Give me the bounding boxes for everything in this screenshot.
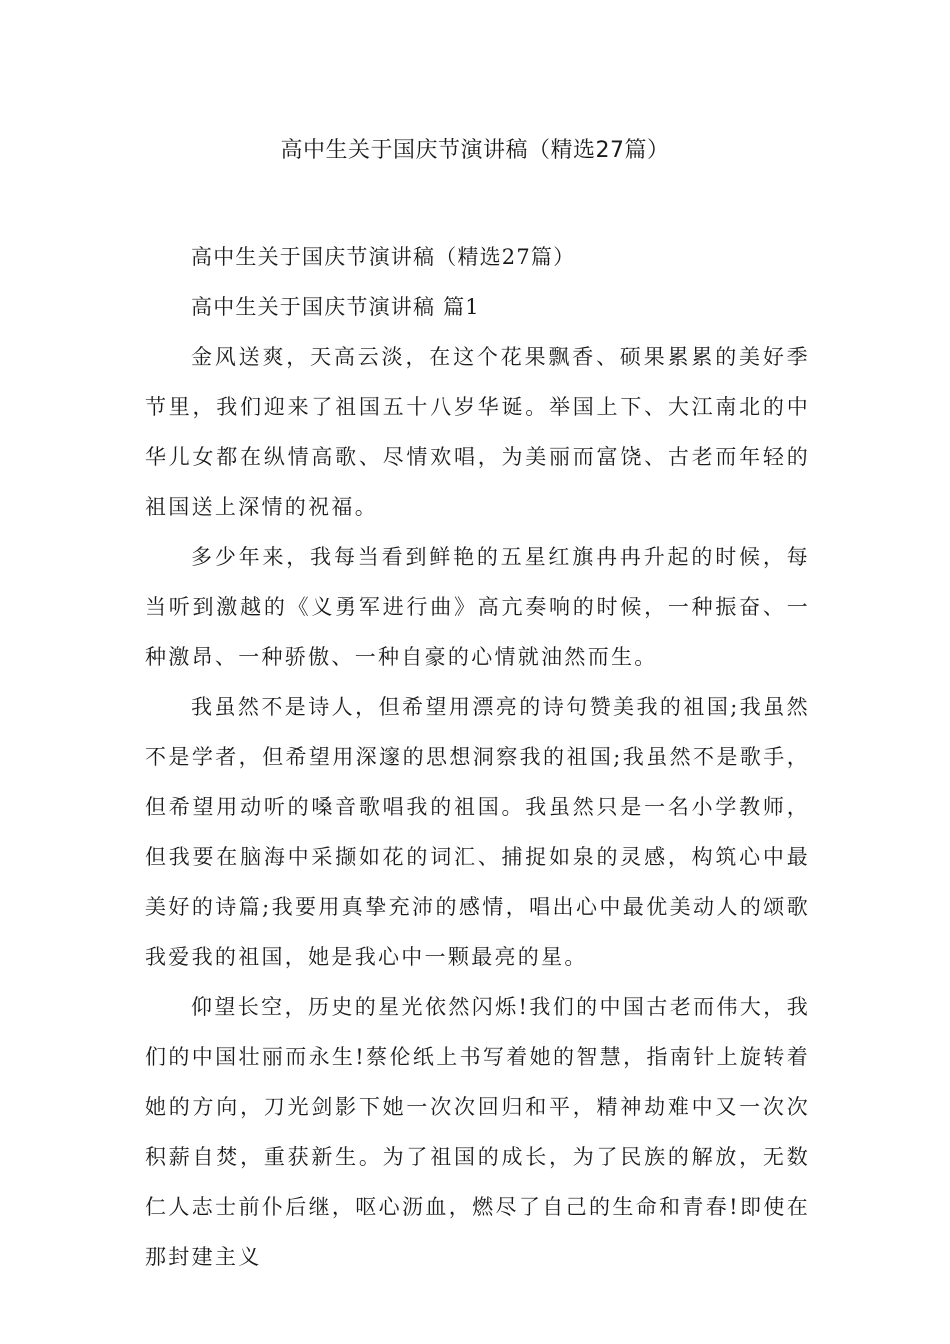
- document-body: [145, 232, 810, 1282]
- paragraph: 仰望长空，历史的星光依然闪烁!我们的中国古老而伟大，我们的中国壮丽而永生!蔡伦纸上书写着她的智慧，指南针上旋转着她的方向，刀光剑影下她一次次回归和平，精神劫难中又一次次积薪自焚，重获新生。为了祖国的成长，为了民族的解放，无数仁人志士前仆后继，呕心沥血，燃尽了自己的生命和青春!即使在那封建主义: [145, 995, 810, 1269]
- paragraph: 多少年来，我每当看到鲜艳的五星红旗冉冉升起的时候，每当听到激越的《义勇军进行曲》高亢奏响的时候，一种振奋、一种激昂、一种骄傲、一种自豪的心情就油然而生。: [145, 545, 810, 669]
- paragraph: 我虽然不是诗人，但希望用漂亮的诗句赞美我的祖国;我虽然不是学者，但希望用深邃的思想洞察我的祖国;我虽然不是歌手，但希望用动听的嗓音歌唱我的祖国。我虽然只是一名小学教师，但我要在脑海中采撷如花的词汇、捕捉如泉的灵感，构筑心中最美好的诗篇;我要用真挚充沛的感情，唱出心中最优美动人的颂歌我爱我的祖国，她是我心中一颗最亮的星。: [145, 695, 810, 969]
- section-heading: 高中生关于国庆节演讲稿 篇1: [191, 295, 480, 319]
- subtitle-line: 高中生关于国庆节演讲稿（精选27篇）: [191, 245, 576, 269]
- paragraph: 金风送爽，天高云淡，在这个花果飘香、硕果累累的美好季节里，我们迎来了祖国五十八岁华诞。举国上下、大江南北的中华儿女都在纵情高歌、尽情欢唱，为美丽而富饶、古老而年轻的祖国送上深情的祝福。: [145, 345, 810, 519]
- document-title: 高中生关于国庆节演讲稿（精选27篇）: [280, 138, 670, 163]
